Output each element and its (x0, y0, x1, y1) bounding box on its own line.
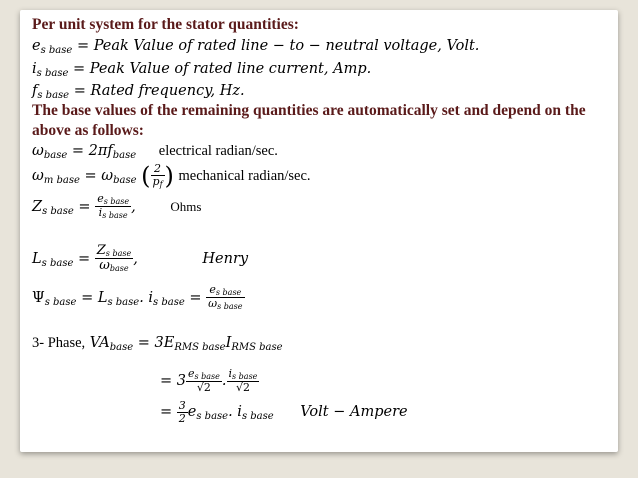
psi-sub: s base (44, 296, 77, 308)
ls-equals: = (77, 250, 91, 267)
es-symbol: e (32, 38, 41, 54)
fraction-es-over-is: $\frac{e_{s base}}{i_{s base}}$ (97, 192, 130, 221)
zs-sub: s base (42, 205, 74, 217)
equation-is-base (32, 61, 371, 77)
zs-symbol: Z (32, 198, 43, 215)
fs-sub: s base (37, 90, 70, 101)
right-paren: ) (164, 162, 174, 190)
omega-rhs-sub: base (112, 150, 137, 161)
ls-unit: Henry (202, 250, 249, 267)
step3-equals: = (160, 404, 173, 421)
omega-m-symbol: ω (32, 168, 44, 184)
fraction-is-over-root2: $\frac{i_{s base}}{√2}$ (228, 367, 258, 395)
psi-dot-i: . i (139, 289, 154, 306)
psi-equals: = (189, 289, 202, 306)
left-paren: ( (141, 162, 151, 190)
omega-m-rhs-sub: base (113, 175, 137, 186)
es-definition: = Peak Value of rated line − to − neutral voltage, Volt. (76, 38, 480, 54)
omega-sub: base (43, 150, 68, 161)
fraction-es-over-root2: $\frac{e_{s base}}{√2}$ (187, 367, 220, 395)
omega-m-unit: mechanical radian/sec. (178, 168, 311, 184)
is-sub: s base (36, 68, 69, 79)
e-rms: = 3E (137, 335, 175, 351)
e-rms-sub: RMS base (174, 342, 226, 353)
i-rms-sub: RMS base (231, 342, 283, 353)
psi-rhs-sub: s base (107, 296, 140, 308)
heading-base-values-line1: The base values of the remaining quantities are automatically set and depend on the (32, 102, 586, 119)
i-rms: I (225, 335, 232, 351)
equation-fs-base (32, 83, 245, 99)
zs-unit: Ohms (170, 198, 202, 214)
step3-i-sub: s base (241, 411, 274, 423)
zs-equals: = (78, 198, 91, 215)
va-sub: base (109, 342, 134, 353)
is-definition: = Peak Value of rated line current, Amp. (72, 61, 372, 77)
omega-rhs: = 2πf (71, 143, 113, 159)
omega-symbol: ω (32, 143, 44, 159)
fs-symbol: f (32, 83, 38, 99)
equation-zs-base (32, 193, 201, 221)
equation-ls-base (32, 244, 248, 274)
ls-comma: , (133, 250, 138, 267)
equation-three-phase (32, 335, 283, 352)
heading-stator-quantities: Per unit system for the stator quantities: (32, 16, 299, 33)
fs-definition: = Rated frequency, Hz. (73, 83, 245, 99)
va-symbol: VA (89, 335, 110, 351)
slide (20, 10, 618, 452)
frac-denominator: $p_f$ (152, 174, 163, 189)
three-phase-label: 3- Phase, (32, 335, 86, 351)
equation-psi-base (32, 284, 245, 312)
step2-dot: . (221, 372, 227, 389)
ls-symbol: L (32, 250, 42, 267)
omega-m-rhs: = ω (84, 168, 114, 184)
is-symbol: i (32, 61, 37, 77)
step3-unit: Volt − Ampere (300, 404, 408, 421)
equation-step3 (160, 400, 408, 424)
psi-rhs: = L (81, 289, 108, 306)
step2-equals: = 3 (160, 372, 186, 389)
omega-m-sub: m base (43, 175, 80, 186)
step3-dot-i: . i (228, 404, 242, 421)
frac-numerator: 2 (151, 163, 165, 176)
step3-e-sub: s base (196, 411, 229, 423)
equation-omega-m-base (32, 162, 311, 190)
equation-omega-base (32, 143, 278, 160)
heading-base-values-line2: above as follows: (32, 122, 144, 139)
zs-comma: , (131, 198, 136, 215)
psi-symbol: Ψ (32, 289, 45, 306)
psi-i-sub: s base (153, 296, 185, 308)
fraction-zs-over-omega: $\frac{Z_{s base}}{\omega_{base}}$ (96, 243, 132, 274)
fraction-2-over-pf (151, 163, 165, 189)
fraction-3-over-2: $\frac{3}{2}$ (178, 399, 186, 425)
ls-sub: s base (41, 257, 74, 269)
step3-e: e (187, 404, 197, 421)
es-sub: s base (40, 45, 73, 56)
equation-es-base (32, 38, 479, 54)
fraction-es-over-omega: $\frac{e_{s base}}{\omega_{s base}}$ (208, 283, 243, 312)
omega-unit: electrical radian/sec. (158, 143, 278, 159)
equation-step2 (160, 368, 259, 394)
